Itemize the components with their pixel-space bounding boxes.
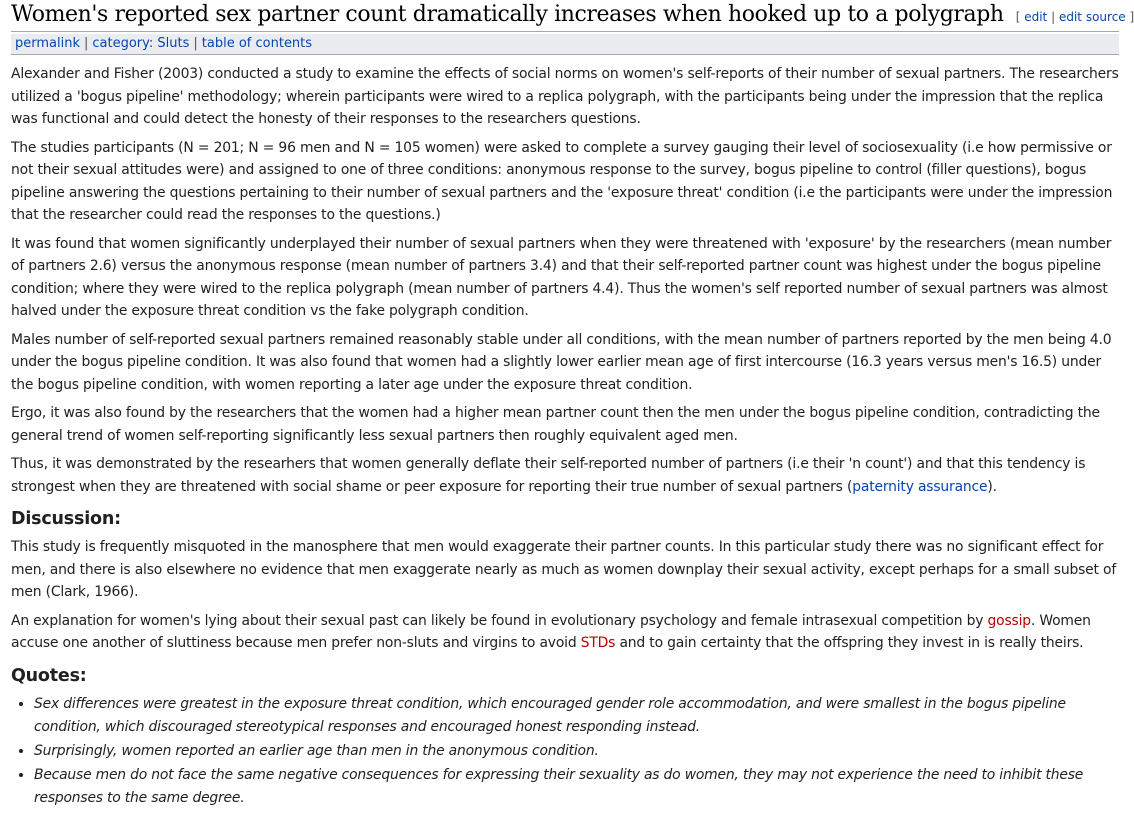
bracket-close: ] [1129,10,1134,24]
gossip-link[interactable]: gossip [987,612,1031,629]
quote-item: • Surprisingly, women reported an earlier age than men in the anonymous condition. [34,740,1119,763]
text: An explanation for women's lying about their sexual past can likely be found in evolutionary psychology and female intrasexual competition by [11,612,988,629]
discussion-heading: Discussion: [11,509,121,529]
paragraph-intro: Alexander and Fisher (2003) conducted a study to examine the effects of social norms on women's self-reports of their number of sexual partners. The researchers utilized a 'bogus pipeline' methodology; wherein participants were wired to a replica polygraph, with the participants being under the impression that the replica was functional and could detect the honesty of their responses to the researchers questions. [11,66,1119,127]
stds-link[interactable]: STDs [580,635,616,651]
quotes-list [11,693,1119,810]
meta-bar [11,34,1119,55]
permalink-link[interactable]: permalink [15,36,80,51]
edit-sep: | [1051,10,1056,24]
text: ). [987,478,997,495]
paragraph-findings: It was found that women significantly underplayed their number of sexual partners when they were threatened with 'exposure' by the researchers (mean number of partners 2.6) versus the anonymous response (mean number of partners 3.4) and that their self-reported partner count was highest under the bogus pipeline condition; where they were wired to the replica polygraph (mean number of partners 4.4). Thus the women's self reported number of sexual partners was almost halved under the exposure threat condition vs the fake polygraph condition. [11,235,1112,319]
meta-sep: | [84,36,89,51]
title-row [11,0,1134,32]
paragraph-conclusion [11,453,1119,498]
meta-sep: | [193,36,198,51]
category-link[interactable]: category: Sluts [92,36,190,51]
page-title: Women's reported sex partner count dramatically increases when hooked up to a polygraph [11,2,1004,27]
edit-link[interactable]: edit [1024,10,1048,24]
discussion-paragraph-2 [11,610,1119,655]
title-edit-links [1016,10,1134,24]
quote-item: • Because men do not face the same negative consequences for expressing their sexuality as do women, they may not experience the need to inhibit these responses to the same degree. [34,764,1119,810]
discussion-paragraph-1: This study is frequently misquoted in the manosphere that men would exaggerate their partner counts. In this particular study there was no significant effect for men, and there is also elsewhere no evidence that men exaggerate nearly as much as women downplay their sexual activity, except perhaps for a small subset of men (Clark, 1966). [11,539,1117,600]
paragraph-males: Males number of self-reported sexual partners remained reasonably stable under all conditions, with the mean number of partners reported by the men being 4.0 under the bogus pipeline condition. It was also found that women had a slightly lower earlier mean age of first intercourse (16.3 years versus men's 16.5) under the bogus pipeline condition, with women reporting a later age under the exposure threat condition. [11,331,1112,393]
paragraph-ergo: Ergo, it was also found by the researchers that the women had a higher mean partner count then the men under the bogus pipeline condition, contradicting the general trend of women self-reporting significantly less sexual partners then roughly equivalent aged men. [11,405,1100,444]
quotes-heading: Quotes: [11,665,87,686]
toc-link[interactable]: table of contents [201,36,313,51]
edit-source-link[interactable]: edit source [1058,10,1126,24]
bracket-open: [ [1015,10,1021,24]
paragraph-participants: The studies participants (N = 201; N = 96 men and N = 105 women) were asked to complete a survey gauging their level of sociosexuality (i.e how permissive or not their sexual attitudes were) and assigned to one of three conditions: anonymous response to the survey, bogus pipeline to control (filler questions), bogus pipeline answering the questions pertaining to their number of sexual partners and the 'exposure threat' condition (i.e the participants were under the impression that the researcher could read the responses to the questions.) [11,139,1113,223]
text: Thus, it was demonstrated by the researhers that women generally deflate their self-reported number of partners (i.e their 'n count') and that this tendency is strongest when they are threatened with social shame or peer exposure for reporting their true number of sexual partners ( [11,456,1086,495]
paternity-assurance-link[interactable]: paternity assurance [852,478,988,495]
text: . Women accuse one another of sluttiness because men prefer non-sluts and virgins to avoid [11,612,1091,651]
quote-item: • Sex differences were greatest in the exposure threat condition, which encouraged gender role accommodation, and were smallest in the bogus pipeline condition, which discouraged stereotypical responses and encouraged honest responding instead. [34,693,1119,739]
text: and to gain certainty that the offspring they invest in is really theirs. [615,635,1084,651]
